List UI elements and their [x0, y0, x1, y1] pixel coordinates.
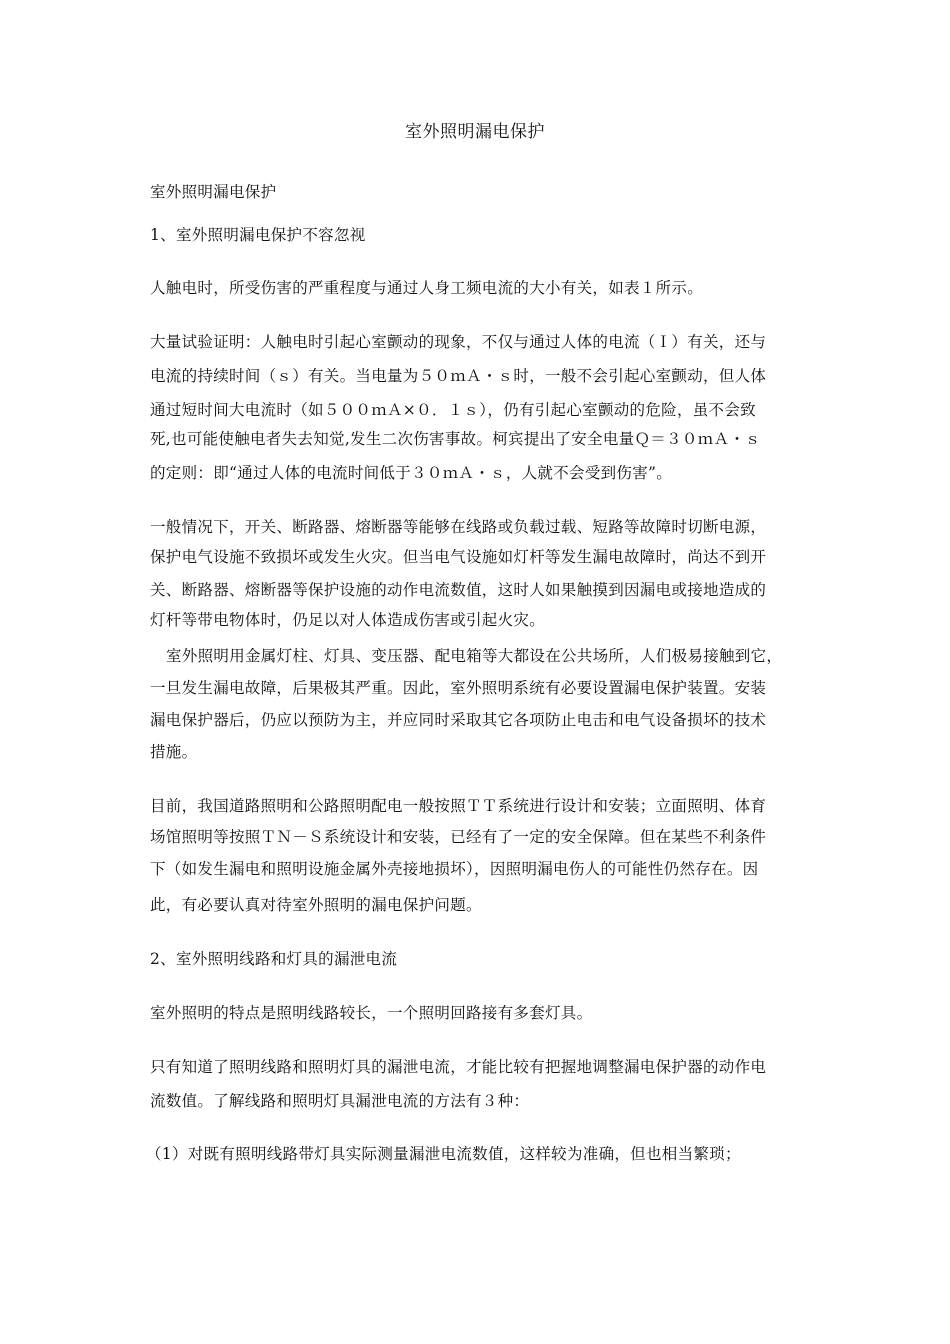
paragraph-3-line: 一般情况下，开关、断路器、熔断器等能够在线路或负载过载、短路等故障时切断电源，: [150, 518, 767, 536]
document-title: 室外照明漏电保护: [405, 122, 545, 142]
paragraph-7-line: 流数值。了解线路和照明灯具漏泄电流的方法有３种：: [150, 1092, 530, 1110]
paragraph-3-line: 灯杆等带电物体时，仍足以对人体造成伤害或引起火灾。: [150, 611, 546, 629]
section-2-heading: 2、室外照明线路和灯具的漏泄电流: [150, 950, 398, 968]
document-subtitle: 室外照明漏电保护: [150, 183, 277, 201]
paragraph-4-line: 室外照明用金属灯柱、灯具、变压器、配电箱等大都设在公共场所，人们极易接触到它，: [166, 647, 783, 665]
paragraph-2-line: 通过短时间大电流时（如５００ｍＡ×０．１ｓ），仍有引起心室颤动的危险，虽不会致: [150, 401, 756, 419]
paragraph-2-line: 死,也可能使触电者失去知觉,发生二次伤害事故。柯宾提出了安全电量Ｑ＝３０ｍＡ・ｓ: [150, 430, 761, 448]
paragraph-2-line: 的定则：即“通过人体的电流时间低于３０ｍＡ・ｓ，人就不会受到伤害”。: [150, 464, 673, 482]
section-1-heading: 1、室外照明漏电保护不容忽视: [150, 226, 366, 244]
paragraph-5-line: 目前，我国道路照明和公路照明配电一般按照ＴＴ系统进行设计和安装；立面照明、体育: [150, 797, 767, 815]
paragraph-2-line: 电流的持续时间（ｓ）有关。当电量为５０ｍＡ・ｓ时，一般不会引起心室颤动，但人体: [150, 367, 767, 385]
paragraph-2-line: 大量试验证明：人触电时引起心室颤动的现象，不仅与通过人体的电流（Ｉ）有关，还与: [150, 333, 767, 351]
paragraph-5-line: 下（如发生漏电和照明设施金属外壳接地损坏），因照明漏电伤人的可能性仍然存在。因: [150, 860, 759, 878]
paragraph-5-line: 场馆照明等按照ＴＮ－Ｓ系统设计和安装，已经有了一定的安全保障。但在某些不利条件: [150, 828, 767, 846]
paragraph-3-line: 保护电气设施不致损坏或发生火灾。但当电气设施如灯杆等发生漏电故障时，尚达不到开: [150, 548, 767, 566]
paragraph-1-line: 人触电时，所受伤害的严重程度与通过人身工频电流的大小有关，如表１所示。: [150, 279, 704, 297]
paragraph-3-line: 关、断路器、熔断器等保护设施的动作电流数值，这时人如果触摸到因漏电或接地造成的: [150, 581, 767, 599]
paragraph-4-line: 漏电保护器后，仍应以预防为主，并应同时采取其它各项防止电击和电气设备损坏的技术: [150, 711, 767, 729]
list-item-1: （1）对既有照明线路带灯具实际测量漏泄电流数值，这样较为准确，但也相当繁琐；: [146, 1145, 741, 1163]
paragraph-7-line: 只有知道了照明线路和照明灯具的漏泄电流，才能比较有把握地调整漏电保护器的动作电: [150, 1058, 767, 1076]
paragraph-4-line: 措施。: [150, 743, 198, 761]
paragraph-4-line: 一旦发生漏电故障，后果极其严重。因此，室外照明系统有必要设置漏电保护装置。安装: [150, 679, 767, 697]
paragraph-6-line: 室外照明的特点是照明线路较长，一个照明回路接有多套灯具。: [150, 1004, 593, 1022]
paragraph-5-line: 此，有必要认真对待室外照明的漏电保护问题。: [150, 896, 482, 914]
